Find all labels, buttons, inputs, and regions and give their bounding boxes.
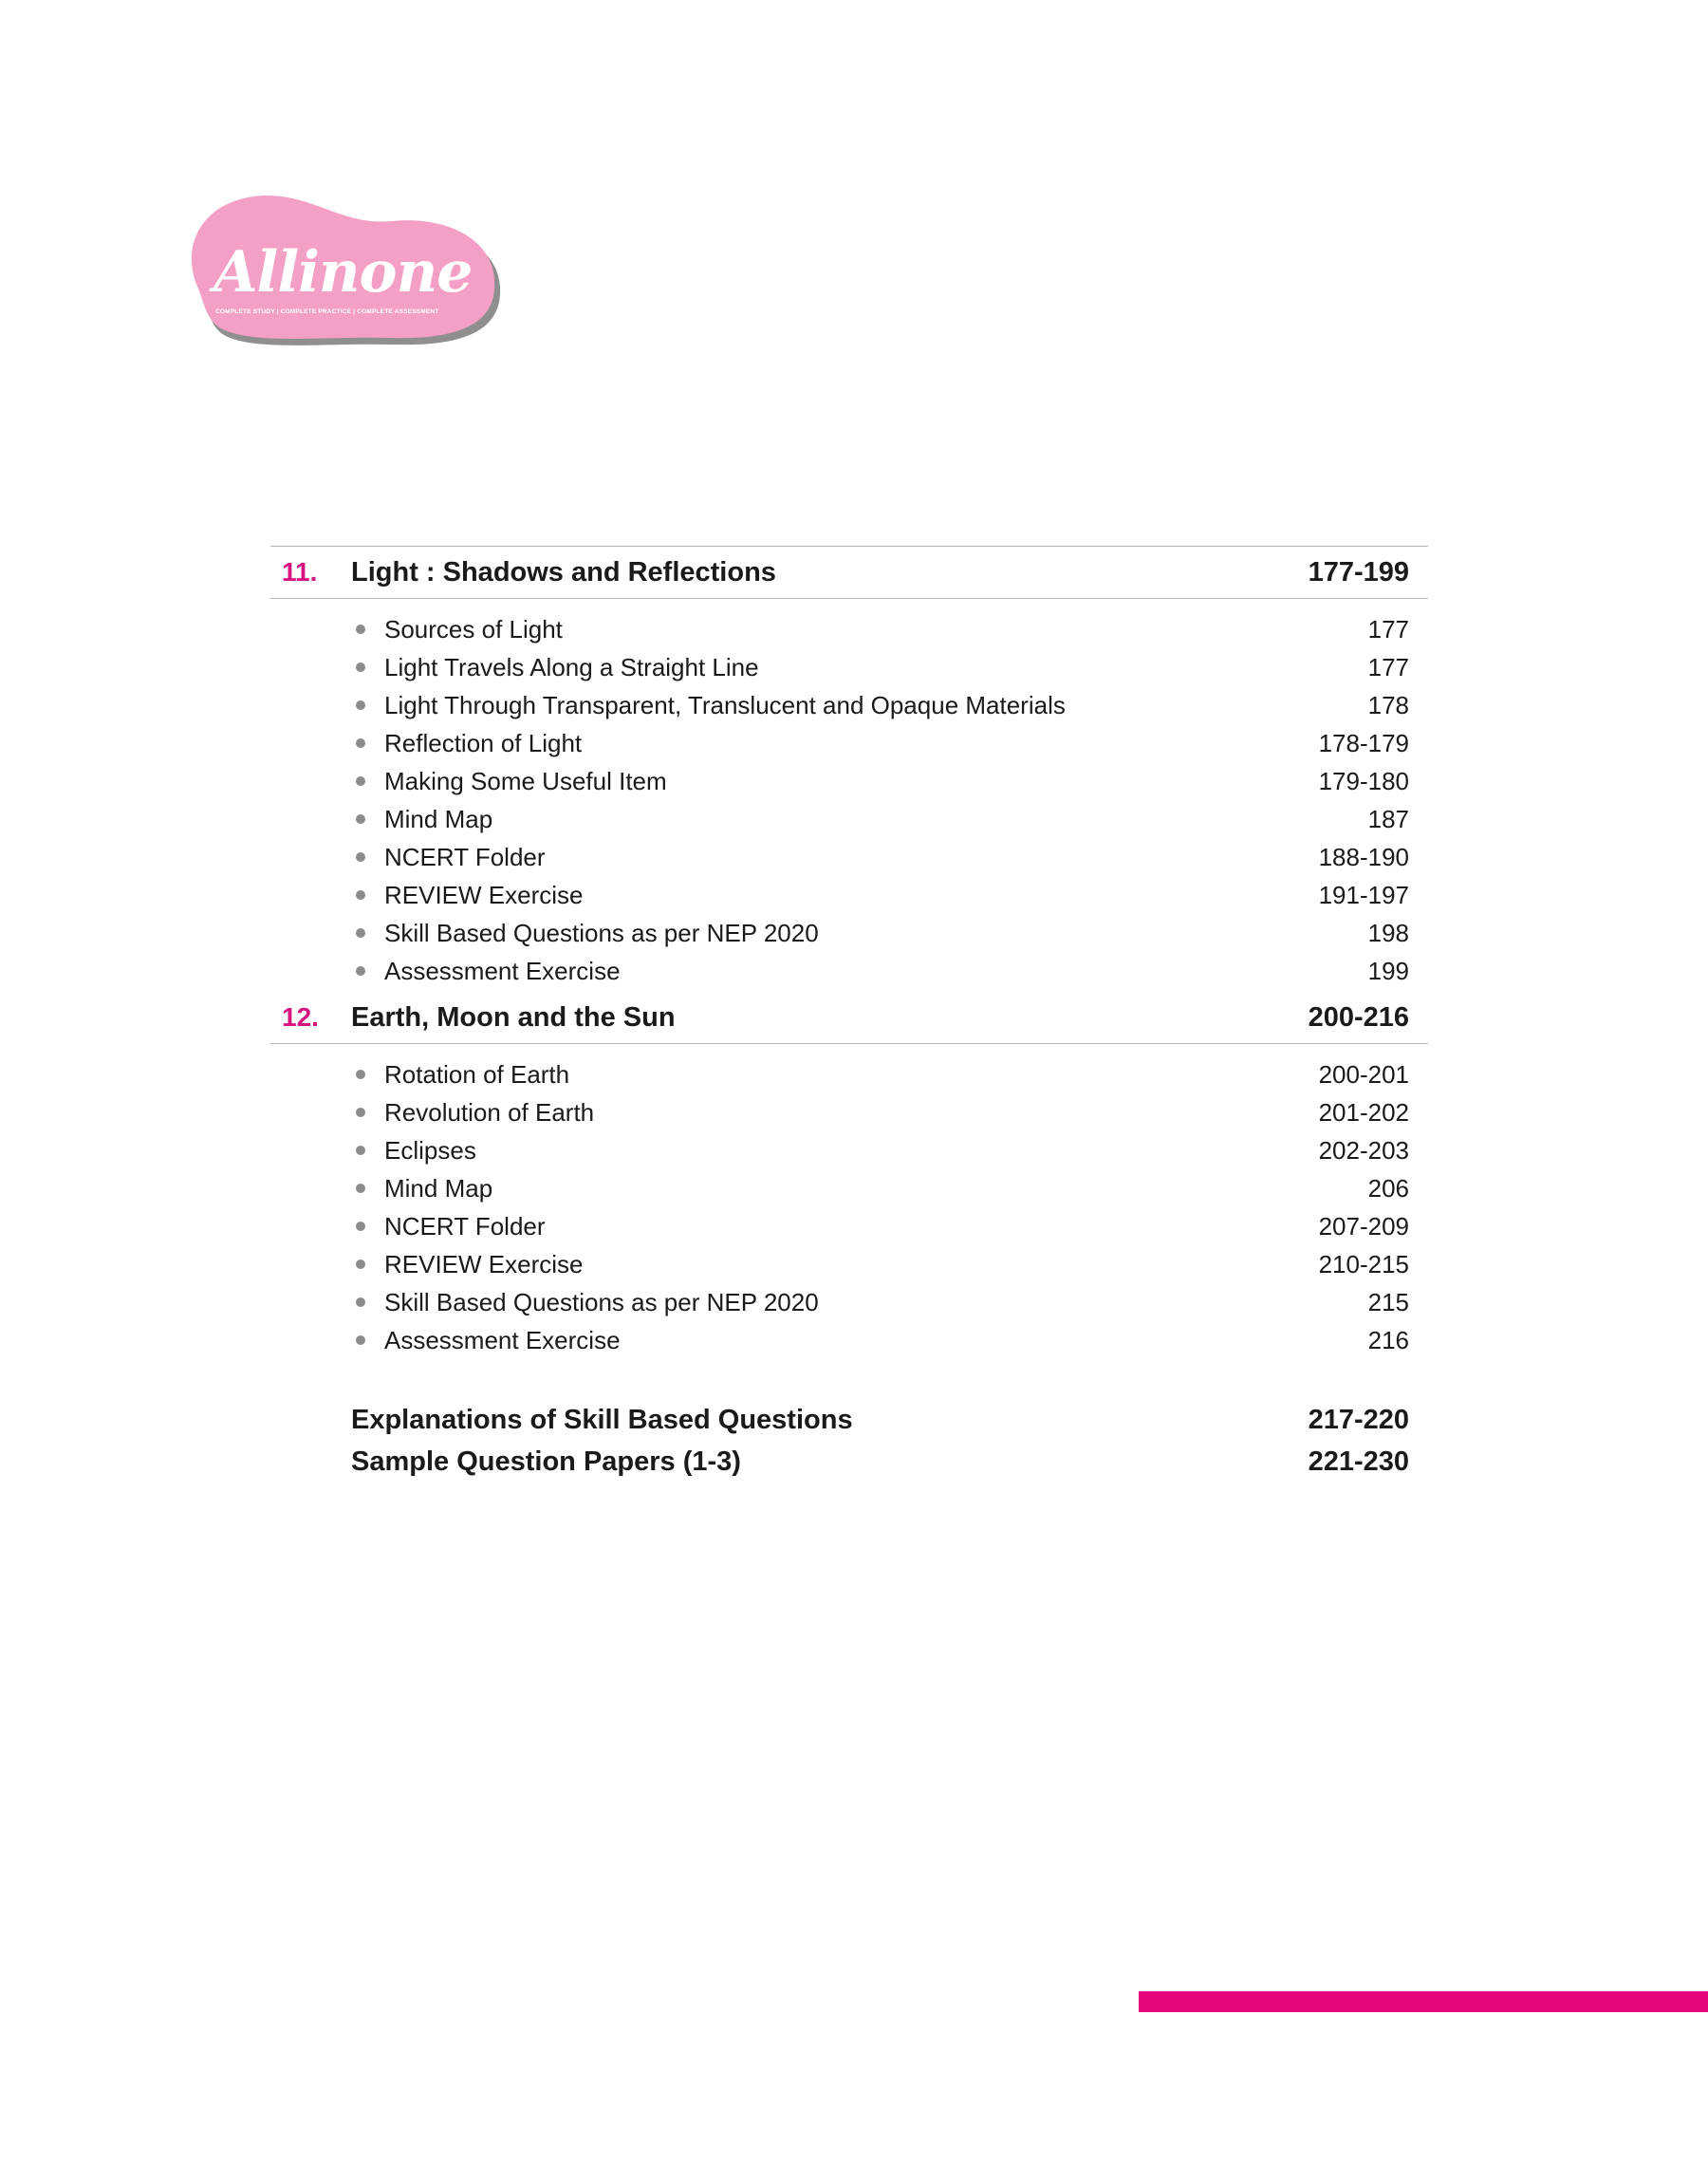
chapter-pages: 200-216 (1308, 1001, 1409, 1033)
item-label: Mind Map (384, 804, 493, 833)
bullet-icon (356, 738, 365, 748)
item-label: Mind Map (384, 1173, 493, 1203)
list-item (270, 800, 1428, 838)
item-pages: 178-179 (1318, 728, 1409, 757)
bullet-icon (356, 1108, 365, 1117)
item-pages: 206 (1367, 1173, 1409, 1203)
item-label: Assessment Exercise (384, 1325, 621, 1354)
chapter-title: Earth, Moon and the Sun (351, 1001, 676, 1033)
list-item (270, 1131, 1428, 1169)
appendix-pages: 221-230 (1308, 1446, 1409, 1477)
list-item (270, 686, 1428, 724)
item-label: NCERT Folder (384, 1211, 546, 1241)
list-item (270, 952, 1428, 990)
bullet-icon (356, 625, 365, 634)
item-label: Assessment Exercise (384, 956, 621, 985)
list-item (270, 1093, 1428, 1131)
footer-accent-bar (1139, 1991, 1708, 2012)
list-item (270, 1245, 1428, 1283)
item-pages: 199 (1367, 956, 1409, 985)
chapter-title: Light : Shadows and Reflections (351, 556, 776, 588)
list-item (270, 648, 1428, 686)
list-item (270, 1283, 1428, 1321)
item-pages: 177 (1367, 652, 1409, 681)
logo-tagline: COMPLETE STUDY | COMPLETE PRACTICE | COMPLETE ASSESSMENT (215, 308, 439, 315)
list-item (270, 1055, 1428, 1093)
bullet-icon (356, 700, 365, 710)
item-pages: 201-202 (1318, 1097, 1409, 1127)
chapter-items (270, 599, 1428, 992)
item-pages: 178 (1367, 690, 1409, 719)
logo-wordmark: Allinone (214, 239, 473, 306)
bullet-icon (356, 1259, 365, 1269)
bullet-icon (356, 928, 365, 938)
item-pages: 177 (1367, 614, 1409, 644)
chapter-header (270, 992, 1428, 1044)
item-label: Revolution of Earth (384, 1097, 595, 1127)
appendix-pages: 217-220 (1308, 1404, 1409, 1435)
list-item (270, 914, 1428, 952)
list-item (270, 1321, 1428, 1359)
brand-logo (185, 190, 508, 351)
chapter-12 (270, 992, 1428, 1361)
item-label: Reflection of Light (384, 728, 583, 757)
bullet-icon (356, 852, 365, 862)
item-label: Light Travels Along a Straight Line (384, 652, 759, 681)
bullet-icon (356, 1184, 365, 1193)
list-item (270, 1169, 1428, 1207)
appendix-entry (270, 1399, 1428, 1441)
list-item (270, 610, 1428, 648)
item-label: Rotation of Earth (384, 1059, 570, 1089)
item-label: Skill Based Questions as per NEP 2020 (384, 1287, 819, 1316)
item-label: REVIEW Exercise (384, 880, 584, 909)
item-pages: 215 (1367, 1287, 1409, 1316)
item-pages: 198 (1367, 918, 1409, 947)
list-item (270, 762, 1428, 800)
item-label: REVIEW Exercise (384, 1249, 584, 1278)
bullet-icon (356, 662, 365, 672)
item-pages: 200-201 (1318, 1059, 1409, 1089)
item-pages: 188-190 (1318, 842, 1409, 871)
item-label: Making Some Useful Item (384, 766, 667, 795)
item-pages: 179-180 (1318, 766, 1409, 795)
item-pages: 216 (1367, 1325, 1409, 1354)
appendix-entry (270, 1441, 1428, 1483)
chapter-pages: 177-199 (1308, 556, 1409, 588)
item-label: Eclipses (384, 1135, 476, 1165)
bullet-icon (356, 1070, 365, 1079)
appendix-label: Sample Question Papers (1-3) (351, 1446, 741, 1477)
table-of-contents (270, 546, 1428, 1483)
list-item (270, 1207, 1428, 1245)
item-pages: 202-203 (1318, 1135, 1409, 1165)
bullet-icon (356, 1297, 365, 1307)
list-item (270, 838, 1428, 876)
bullet-icon (356, 890, 365, 900)
item-label: Sources of Light (384, 614, 563, 644)
appendix-entries (270, 1399, 1428, 1483)
item-pages: 207-209 (1318, 1211, 1409, 1241)
chapter-11 (270, 546, 1428, 992)
item-label: Light Through Transparent, Translucent and Opaque Materials (384, 690, 1066, 719)
chapter-header (270, 546, 1428, 599)
chapter-number: 12. (282, 1002, 319, 1032)
list-item (270, 876, 1428, 914)
item-pages: 210-215 (1318, 1249, 1409, 1278)
appendix-label: Explanations of Skill Based Questions (351, 1404, 853, 1435)
bullet-icon (356, 1146, 365, 1155)
bullet-icon (356, 776, 365, 786)
chapter-items (270, 1044, 1428, 1361)
item-pages: 191-197 (1318, 880, 1409, 909)
bullet-icon (356, 1222, 365, 1231)
list-item (270, 724, 1428, 762)
item-label: NCERT Folder (384, 842, 546, 871)
item-label: Skill Based Questions as per NEP 2020 (384, 918, 819, 947)
bullet-icon (356, 1335, 365, 1345)
chapter-number: 11. (282, 557, 318, 587)
bullet-icon (356, 814, 365, 824)
item-pages: 187 (1367, 804, 1409, 833)
bullet-icon (356, 966, 365, 976)
